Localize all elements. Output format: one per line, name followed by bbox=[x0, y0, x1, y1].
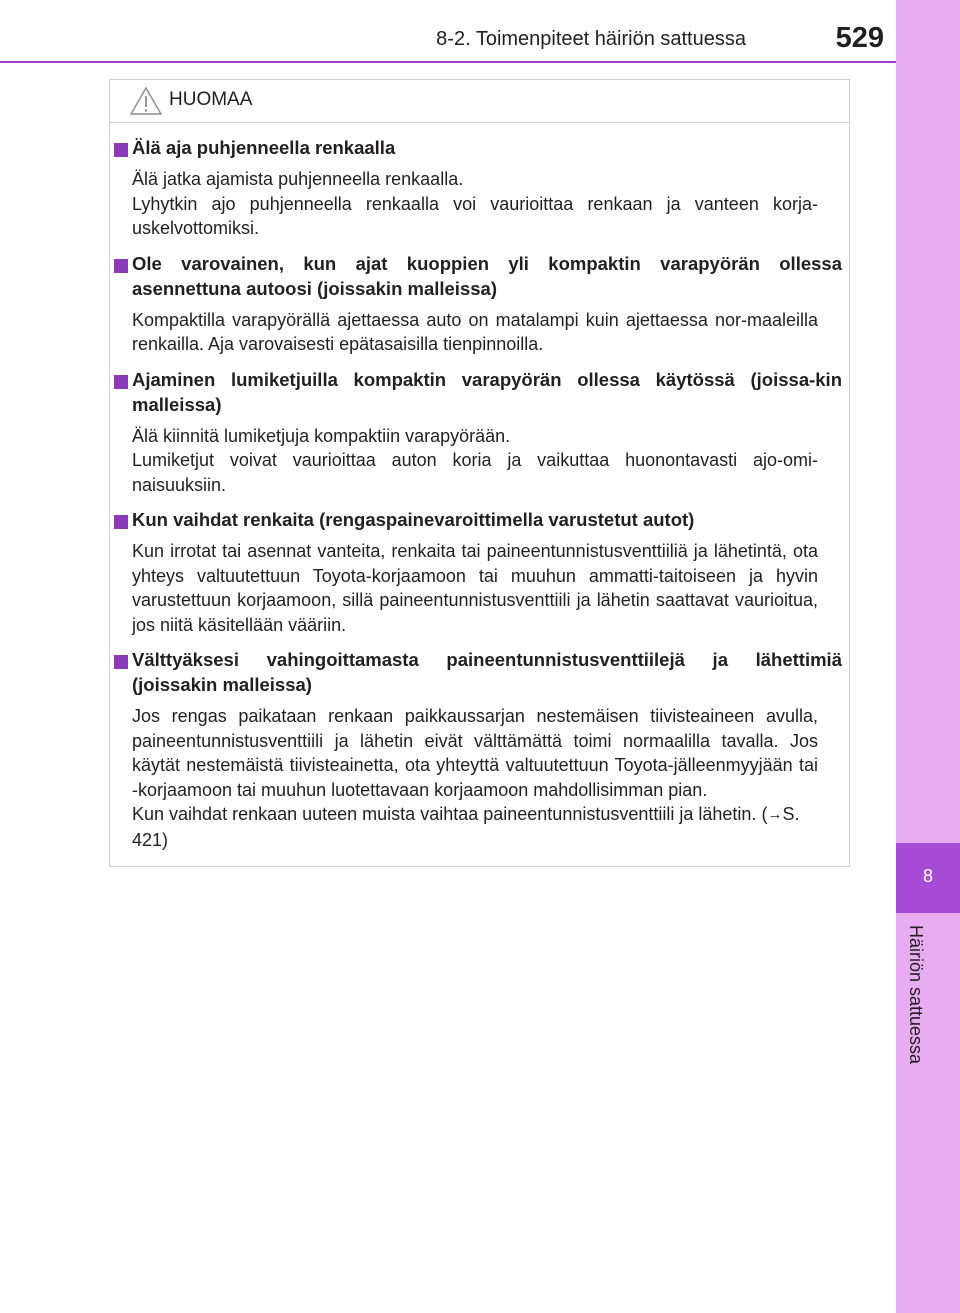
chapter-side-tab bbox=[896, 0, 960, 1313]
item-text bbox=[132, 308, 818, 357]
paragraph: Kompaktilla varapyörällä ajettaessa auto on matalampi kuin ajettaessa nor-maaleilla renkailla. Aja varovaisesti epätasaisilla tienpinnoilla. bbox=[132, 309, 818, 354]
item-text bbox=[132, 704, 818, 852]
notice-item bbox=[110, 507, 849, 637]
paragraph: Älä kiinnitä lumiketjuja kompaktiin varapyörään. bbox=[132, 425, 511, 446]
square-bullet-icon bbox=[114, 655, 128, 669]
notice-item bbox=[110, 367, 849, 498]
paragraph: Kun irrotat tai asennat vanteita, renkaita tai paineentunnistusventtiiliä ja lähetintä, ota yhteys valtuutettuun Toyota-korjaamoon tai muuhun ammatti-taitoiseen ja hyvin varustettuun korjaamoon, sillä paineentunnistusventtiili ja lähetin saattavat vaurioitua, jos niitä käsitellään vääriin. bbox=[132, 541, 818, 635]
page-number: 529 bbox=[835, 22, 884, 54]
notice-item bbox=[110, 135, 849, 241]
notice-box bbox=[109, 79, 850, 867]
item-heading: Älä aja puhjenneella renkaalla bbox=[132, 137, 396, 158]
notice-header bbox=[110, 80, 849, 123]
header-rule bbox=[0, 61, 896, 63]
section-title: 8-2. Toimenpiteet häiriön sattuessa bbox=[436, 28, 746, 50]
square-bullet-icon bbox=[114, 143, 128, 157]
paragraph: Lumiketjut voivat vaurioittaa auton koria ja vaikuttaa huonontavasti ajo-omi-naisuuksiin. bbox=[132, 450, 818, 495]
reference-open: ( bbox=[761, 804, 768, 824]
square-bullet-icon bbox=[114, 259, 128, 273]
paragraph: Älä jatka ajamista puhjenneella renkaalla. bbox=[132, 169, 464, 189]
page-header bbox=[0, 0, 896, 62]
notice-item bbox=[110, 251, 849, 357]
warning-triangle-icon bbox=[129, 86, 163, 116]
item-heading: Ajaminen lumiketjuilla kompaktin varapyörän ollessa käytössä (joissa-kin malleissa) bbox=[132, 368, 842, 415]
chapter-number: 8 bbox=[922, 866, 933, 886]
paragraph: Jos rengas paikataan renkaan paikkaussarjan nestemäisen tiivisteaineen avulla, paineentunnistusventtiili ja lähetin eivät välttämättä toimi normaalilla tavalla. Jos käytät nestemäistä tiivisteainetta, ota yhteyttä valtuutettuun Toyota-jälleenmyyjään tai -korjaamoon tai muuhun luotettavaan korjaamoon mahdollisimman pian. bbox=[132, 706, 818, 800]
notice-body bbox=[110, 135, 849, 862]
paragraph: Lyhytkin ajo puhjenneella renkaalla voi vaurioittaa renkaan ja vanteen korja-uskelvottomiksi. bbox=[132, 193, 818, 238]
page-reference: S. 421) bbox=[132, 804, 800, 850]
item-heading: Kun vaihdat renkaita (rengaspainevaroittimella varustetut autot) bbox=[132, 509, 695, 530]
item-text bbox=[132, 167, 818, 241]
notice-item bbox=[110, 647, 849, 852]
square-bullet-icon bbox=[114, 515, 128, 529]
paragraph-with-reference bbox=[132, 802, 818, 852]
square-bullet-icon bbox=[114, 375, 128, 389]
chapter-title: Häiriön sattuessa bbox=[906, 925, 926, 1065]
arrow-right-icon: → bbox=[767, 806, 783, 823]
item-heading: Välttyäksesi vahingoittamasta paineentunnistusventtiilejä ja lähettimiä (joissakin malleissa) bbox=[132, 649, 842, 695]
item-text bbox=[132, 539, 818, 637]
notice-title: HUOMAA bbox=[169, 89, 253, 110]
item-text bbox=[132, 424, 818, 498]
paragraph: Kun vaihdat renkaan uuteen muista vaihtaa paineentunnistusventtiili ja lähetin. bbox=[132, 804, 757, 824]
item-heading: Ole varovainen, kun ajat kuoppien yli kompaktin varapyörän ollessa asennettuna autoosi (joissakin malleissa) bbox=[132, 252, 842, 299]
